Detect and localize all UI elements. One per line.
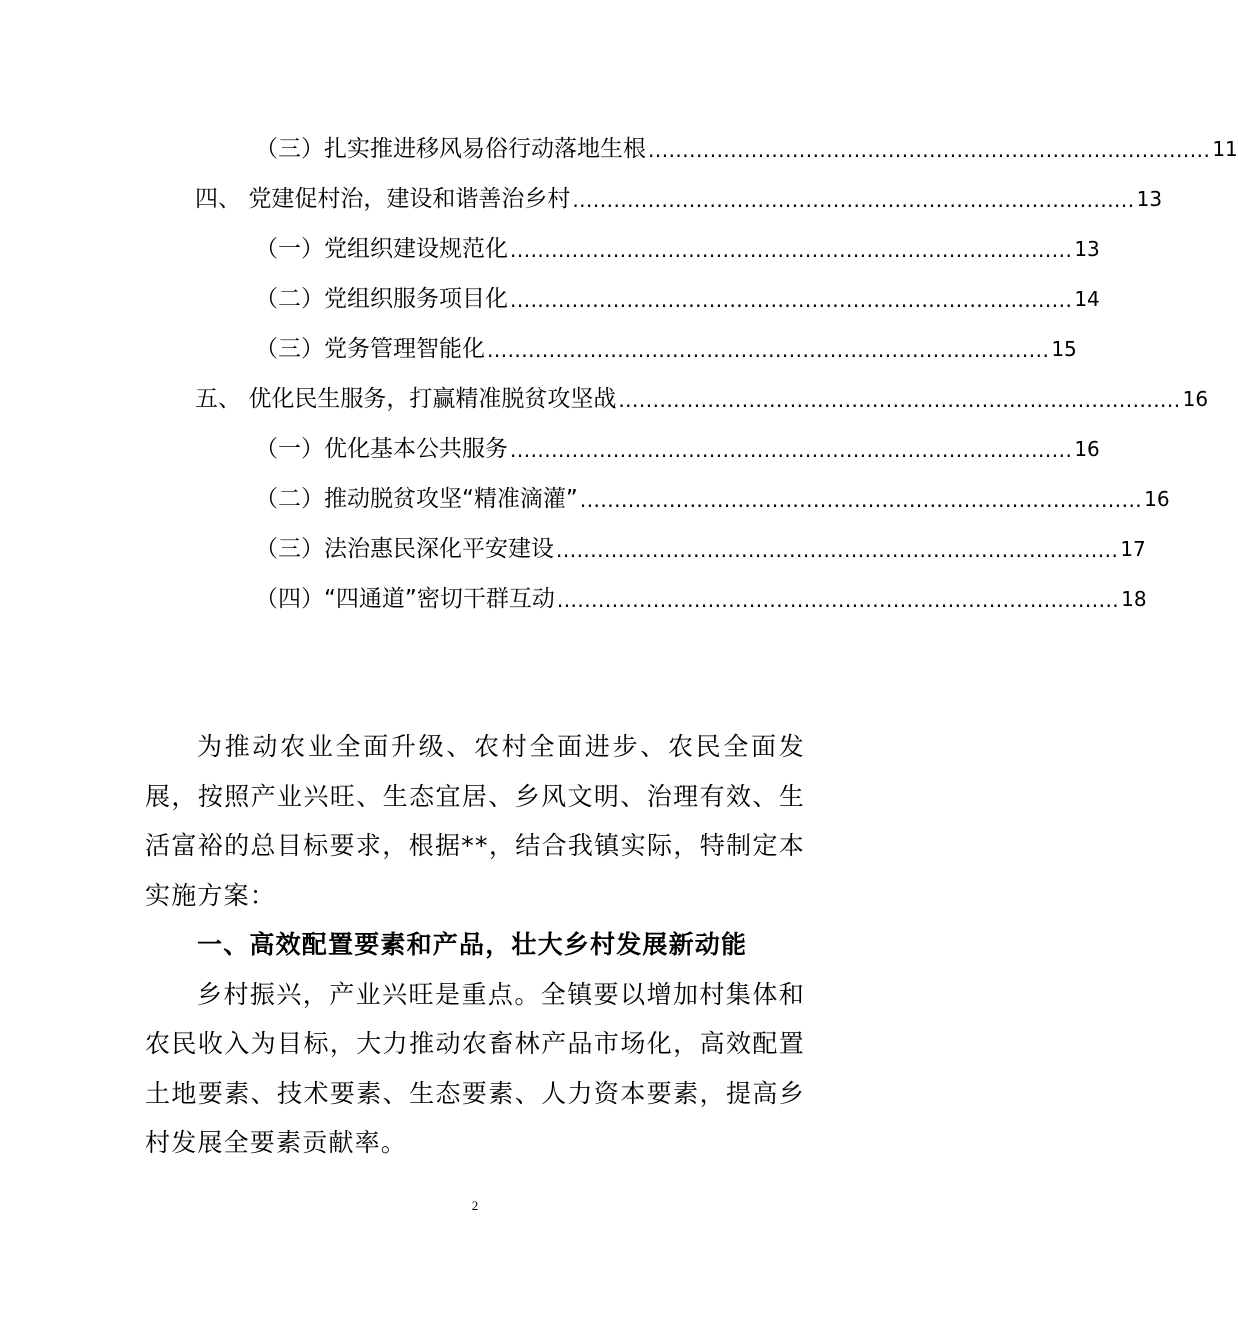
toc-entry-number: （四） bbox=[255, 586, 324, 612]
toc-entry-title: 优化基本公共服务 bbox=[324, 436, 508, 462]
toc-dot-leader: .................................................................................. bbox=[510, 238, 1073, 262]
toc-dot-leader: .................................................................................. bbox=[579, 488, 1143, 512]
toc-dot-leader: .................................................................................. bbox=[556, 538, 1119, 562]
body-paragraph: 乡村振兴，产业兴旺是重点。全镇要以增加村集体和农民收入为目标，大力推动农畜林产品市场化，高效配置土地要素、技术要素、生态要素、人力资本要素，提高乡村发展全要素贡献率。 bbox=[145, 979, 805, 1157]
toc-dot-leader: .................................................................................. bbox=[510, 438, 1073, 462]
toc-entry-title: 党组织服务项目化 bbox=[324, 286, 508, 312]
document-body bbox=[145, 722, 805, 1168]
toc-entry-number: （三） bbox=[255, 536, 324, 562]
toc-dot-leader: .................................................................................. bbox=[556, 588, 1120, 612]
page-number: 2 bbox=[471, 1198, 479, 1213]
toc-dot-leader: .................................................................................. bbox=[572, 188, 1135, 212]
toc-entry[interactable] bbox=[195, 175, 1163, 215]
toc-entry-page: 11 bbox=[1212, 137, 1238, 161]
toc-entry-title: 党务管理智能化 bbox=[324, 336, 485, 362]
toc-entry[interactable] bbox=[255, 525, 1146, 565]
toc-entry[interactable] bbox=[255, 475, 1170, 515]
toc-entry-number: （二） bbox=[255, 486, 324, 512]
toc-entry-page: 16 bbox=[1144, 487, 1170, 511]
toc-entry-title: 党组织建设规范化 bbox=[324, 236, 508, 262]
toc-entry-title: 推动脱贫攻坚“精准滴灌” bbox=[324, 486, 578, 512]
toc-entry-number: （一） bbox=[255, 236, 324, 262]
toc-entry[interactable] bbox=[255, 275, 1100, 315]
intro-paragraph: 为推动农业全面升级、农村全面进步、农民全面发展，按照产业兴旺、生态宜居、乡风文明、治理有效、生活富裕的总目标要求，根据**，结合我镇实际，特制定本实施方案： bbox=[145, 732, 805, 910]
toc-entry-page: 16 bbox=[1074, 437, 1100, 461]
toc-entry-page: 13 bbox=[1074, 237, 1100, 261]
toc-entry-page: 13 bbox=[1136, 187, 1163, 211]
toc-dot-leader: .................................................................................. bbox=[648, 138, 1211, 162]
toc-entry-title: 党建促村治，建设和谐善治乡村 bbox=[248, 186, 571, 212]
toc-entry[interactable] bbox=[255, 325, 1077, 365]
toc-entry-title: 优化民生服务，打赢精准脱贫攻坚战 bbox=[248, 386, 617, 412]
toc-entry-page: 18 bbox=[1121, 587, 1147, 611]
toc-entry-title: 扎实推进移风易俗行动落地生根 bbox=[324, 136, 646, 162]
toc-entry-number: 五、 bbox=[195, 386, 249, 412]
toc-entry-title: “四通道”密切干群互动 bbox=[324, 586, 555, 612]
toc-entry-number: （三） bbox=[255, 136, 324, 162]
toc-entry[interactable] bbox=[255, 125, 1238, 165]
toc-entry-page: 17 bbox=[1120, 537, 1146, 561]
toc-entry-number: 四、 bbox=[195, 186, 249, 212]
toc-dot-leader: .................................................................................. bbox=[510, 288, 1073, 312]
toc-entry-number: （三） bbox=[255, 336, 324, 362]
toc-entry-page: 14 bbox=[1074, 287, 1100, 311]
toc-entry-number: （二） bbox=[255, 286, 324, 312]
toc-entry[interactable] bbox=[255, 575, 1147, 615]
toc-dot-leader: .................................................................................. bbox=[487, 338, 1050, 362]
toc-entry[interactable] bbox=[195, 375, 1209, 415]
toc-entry-number: （一） bbox=[255, 436, 324, 462]
section-heading: 一、高效配置要素和产品，壮大乡村发展新动能 bbox=[197, 930, 748, 959]
toc-entry-title: 法治惠民深化平安建设 bbox=[324, 536, 554, 562]
toc-entry[interactable] bbox=[255, 425, 1100, 465]
toc-entry-page: 16 bbox=[1182, 387, 1209, 411]
toc-entry-page: 15 bbox=[1051, 337, 1077, 361]
toc-entry[interactable] bbox=[255, 225, 1100, 265]
toc-dot-leader: .................................................................................. bbox=[618, 388, 1181, 412]
